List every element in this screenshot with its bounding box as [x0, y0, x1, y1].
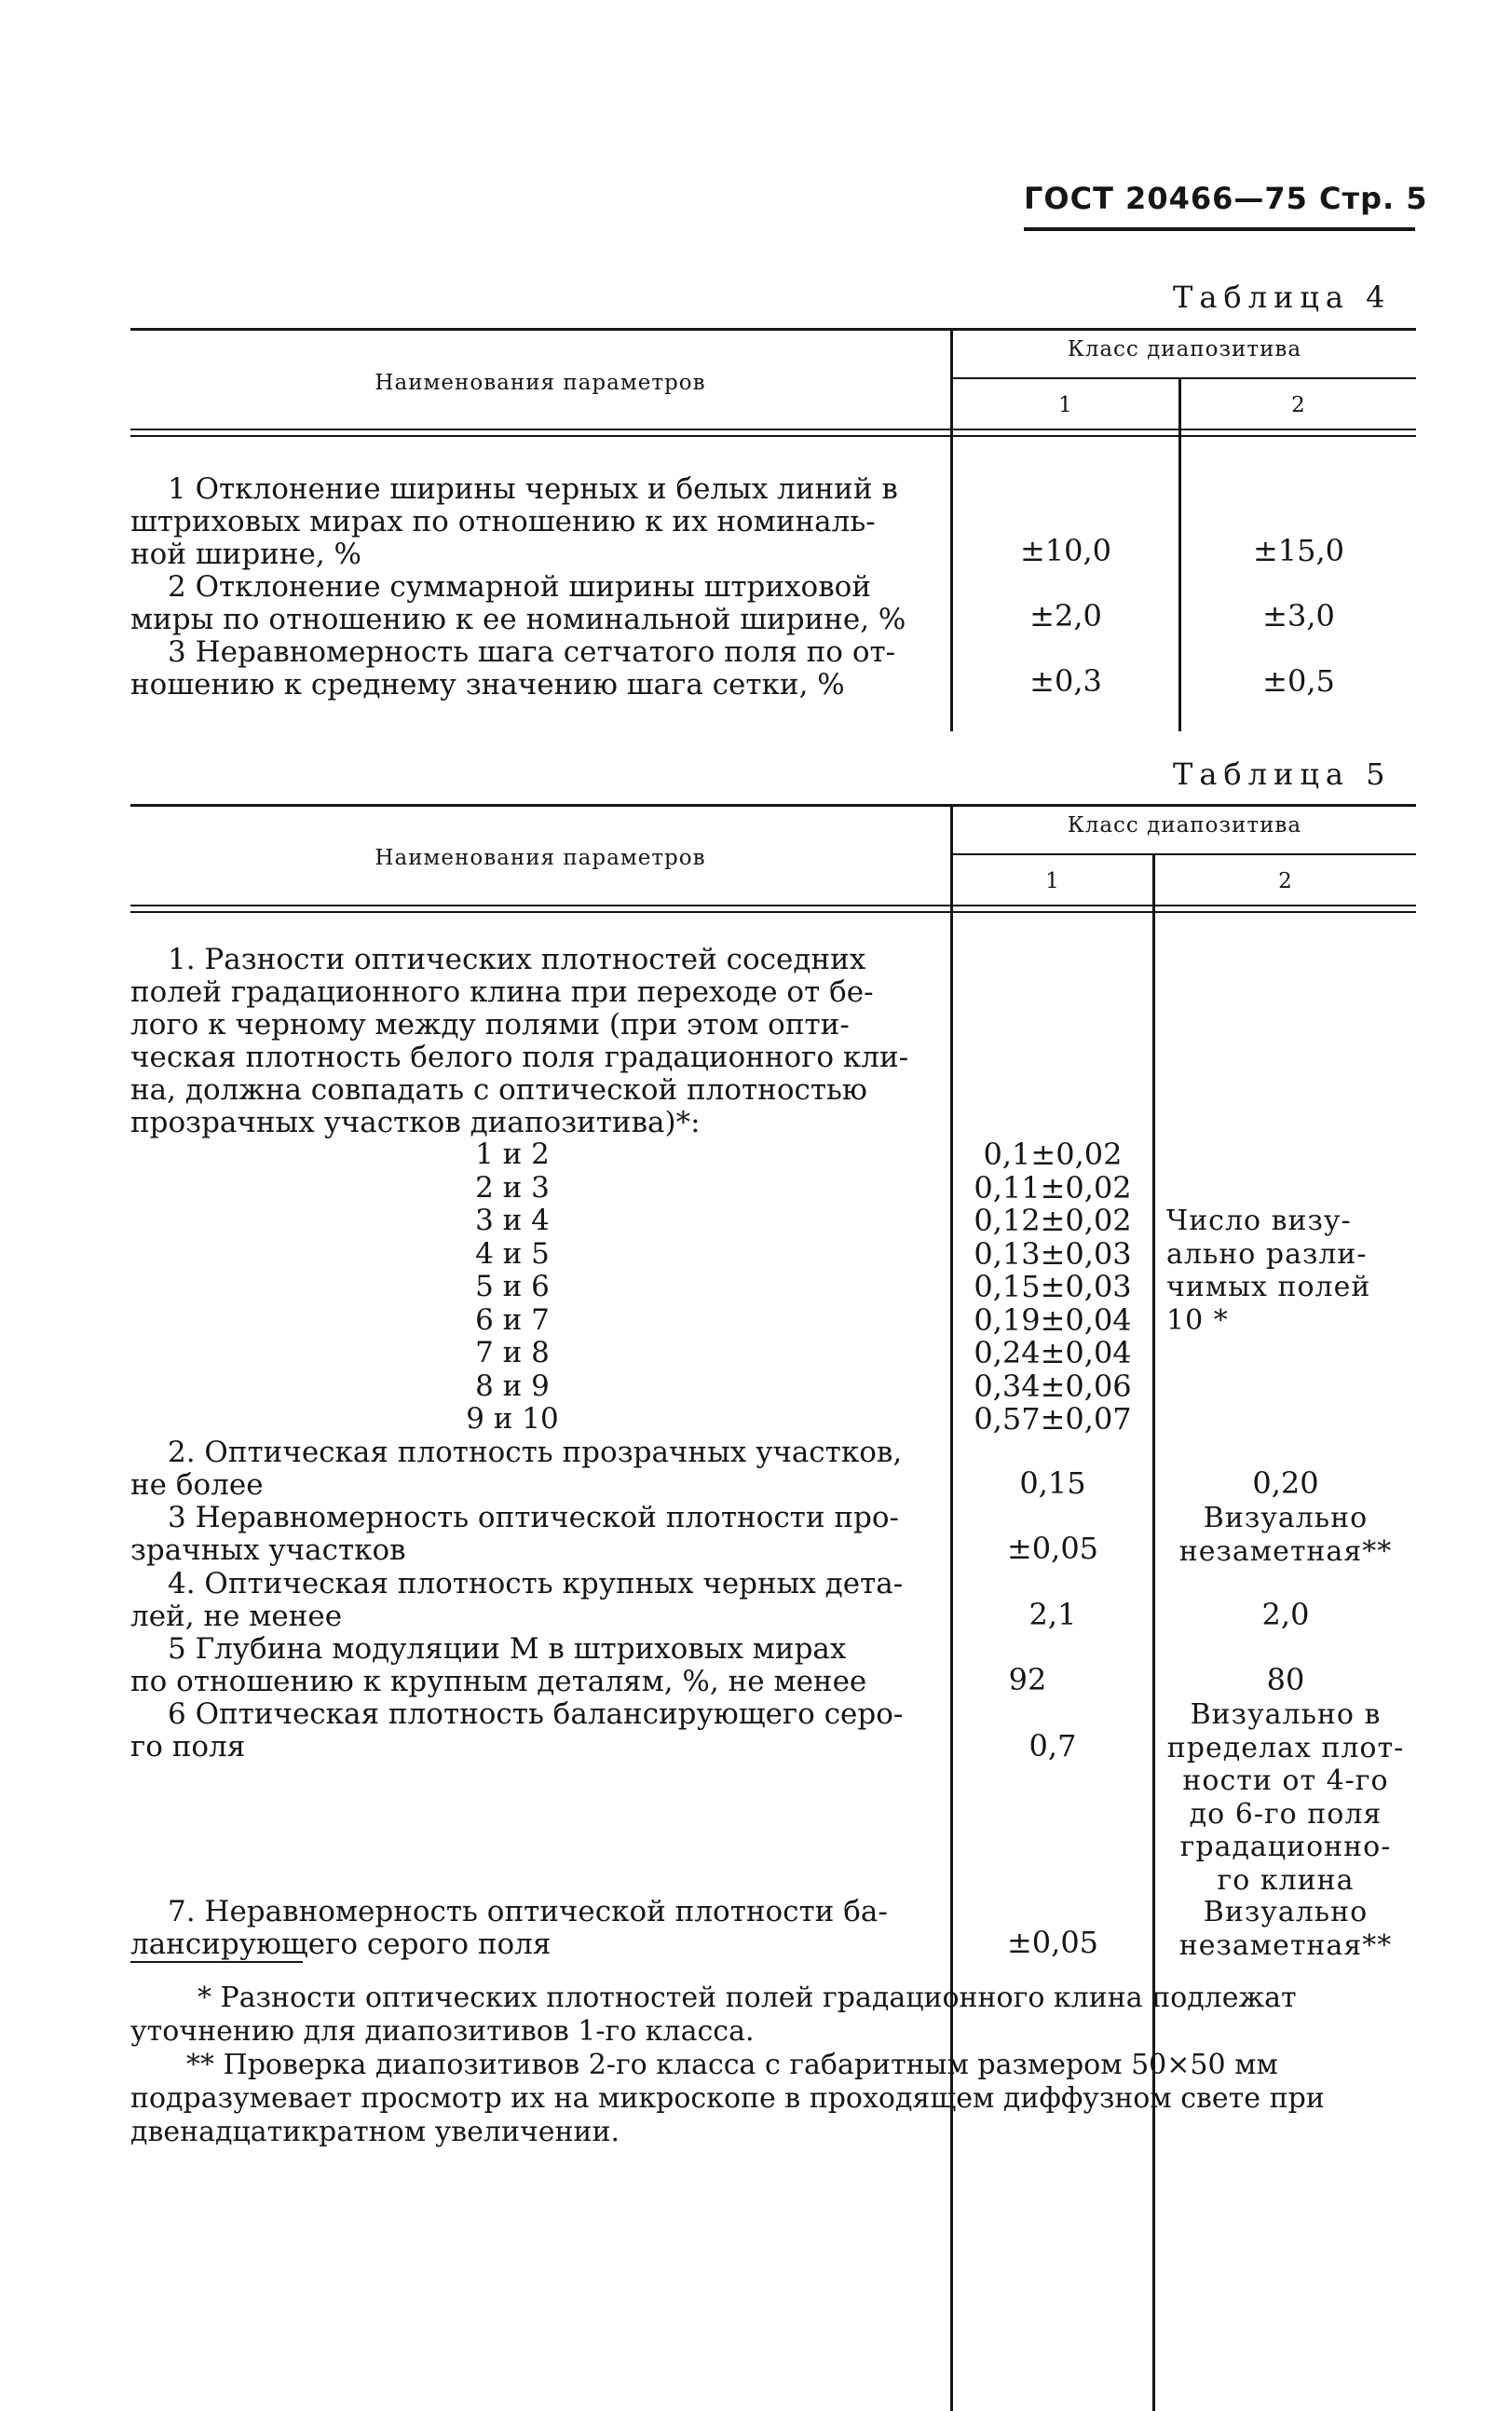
footnote-1 — [130, 1982, 1416, 2049]
table5-row-3-v2 — [1155, 1502, 1416, 1568]
footnote-1-line-1: * Разности оптических плотностей полей градационного клина подлежат — [198, 1982, 1297, 2014]
table5-row-5-v2: 80 — [1266, 1662, 1305, 1697]
table4-row-1-v2: ±15,0 — [1252, 533, 1345, 568]
table5-col-2: 2 — [1278, 869, 1293, 893]
table5-row-6-line-2: го поля — [130, 1730, 246, 1764]
table5-col-params: Наименования параметров — [375, 846, 706, 870]
table5-row-7-v1: ±0,05 — [1006, 1925, 1099, 1960]
table5-row-1 — [130, 944, 918, 1139]
table4-row-1 — [130, 473, 918, 571]
table5-row-5 — [130, 1633, 918, 1698]
table5-row-7 — [130, 1896, 918, 1961]
table5-row-1-line-2: полей градационного клина при переходе от бе- — [130, 975, 874, 1009]
table4-title: Таблица 4 — [1173, 279, 1392, 315]
pair-label: 1 и 2 — [475, 1137, 550, 1171]
table5-row-4 — [130, 1568, 918, 1633]
table5-row-1-v2-line-4: 10 * — [1166, 1303, 1229, 1337]
pair-value: 0,15±0,03 — [974, 1269, 1132, 1304]
footnote-2 — [130, 2049, 1416, 2149]
header-rule — [1024, 227, 1415, 231]
table5-row-2-v1: 0,15 — [1019, 1465, 1086, 1501]
table5-row-7-v2-line-2: незаметная** — [1178, 1928, 1393, 1962]
table5-top-rule — [130, 804, 1416, 807]
table5-header-rule-1 — [130, 905, 1416, 906]
table5-row-6-v2-line-1: Визуально в — [1190, 1698, 1382, 1731]
table5-row-2-line-1: 2. Оптическая плотность прозрачных участков, — [168, 1436, 903, 1469]
table5-row-2-line-2: не более — [130, 1468, 264, 1502]
table5-row-1-line-6: прозрачных участков диапозитива)*: — [130, 1106, 701, 1139]
pair-value: 0,19±0,04 — [974, 1301, 1132, 1338]
footnote-2-line-1: ** Проверка диапозитивов 2-го класса с габаритным размером 50×50 мм — [186, 2049, 1278, 2081]
table4-row-1-line-1: 1 Отклонение ширины черных и белых линий в — [168, 472, 898, 506]
pair-value: 0,13±0,03 — [974, 1235, 1132, 1272]
table5-header-rule-2 — [130, 911, 1416, 913]
table5-row-1-line-1: 1. Разности оптических плотностей соседних — [168, 943, 866, 976]
pair-label: 6 и 7 — [475, 1302, 550, 1337]
table4-row-3-line-1: 3 Неравномерность шага сетчатого поля по от- — [168, 635, 896, 669]
page-header: ГОСТ 20466—75 Стр. 5 — [1024, 181, 1428, 216]
pair-label: 2 и 3 — [475, 1170, 550, 1205]
table5-row-3-line-2: зрачных участков — [130, 1533, 406, 1567]
pair-value: 0,57±0,07 — [974, 1401, 1132, 1437]
table4-row-3-v1: ±0,3 — [1029, 663, 1102, 699]
pair-label: 9 и 10 — [466, 1402, 559, 1436]
table5-row-4-v2: 2,0 — [1261, 1597, 1310, 1632]
table5-row-5-line-2: по отношению к крупным деталям, %, не менее — [130, 1665, 867, 1698]
table5-vline-mid — [1152, 853, 1155, 2411]
footnote-1-line-2: уточнению для диапозитивов 1-го класса. — [130, 2015, 755, 2048]
table5-row-2 — [130, 1437, 918, 1502]
table4-row-1-line-2: штриховых мирах по отношению к их номиналь- — [130, 505, 876, 538]
table5-row-4-v1: 2,1 — [1028, 1597, 1077, 1632]
table5-row-3-v2-line-1: Визуально — [1203, 1502, 1369, 1534]
table4-col-class: Класс диапозитива — [1067, 337, 1302, 361]
table5-row-3-v2-line-2: незаметная** — [1178, 1534, 1393, 1568]
table5-row-1-v2-line-2: ально разли- — [1166, 1237, 1368, 1271]
table5-col-class: Класс диапозитива — [1067, 813, 1302, 838]
pair-value: 0,24±0,04 — [974, 1335, 1132, 1370]
table5-col-1: 1 — [1045, 869, 1060, 893]
table5-row-7-v2-line-1: Визуально — [1203, 1896, 1369, 1928]
table4-row-2-v2: ±3,0 — [1262, 598, 1335, 633]
table4-row-2-v1: ±2,0 — [1029, 598, 1102, 633]
table4-row-2 — [130, 571, 918, 636]
pair-value: 0,1±0,02 — [983, 1137, 1123, 1172]
table5-pair-values — [953, 1138, 1152, 1437]
pair-label: 4 и 5 — [475, 1236, 550, 1271]
table5-row-5-v1: 92 — [1008, 1662, 1047, 1697]
table4-row-2-line-2: миры по отношению к ее номинальной ширине, % — [130, 603, 906, 636]
table5-row-6-v2-line-2: пределах плот- — [1166, 1731, 1405, 1764]
table5-row-3-line-1: 3 Неравномерность оптической плотности про- — [168, 1501, 899, 1534]
table5-subheader-rule — [950, 853, 1416, 855]
table4-row-3-line-2: ношению к среднему значению шага сетки, % — [130, 668, 845, 702]
table5-row-1-v2 — [1166, 1205, 1413, 1337]
table4-col-1: 1 — [1058, 393, 1073, 417]
pair-value: 0,12±0,02 — [974, 1203, 1132, 1238]
table4-row-3-v2: ±0,5 — [1262, 663, 1335, 699]
footnote-rule — [130, 1961, 303, 1963]
table4-col-params: Наименования параметров — [375, 371, 706, 395]
table4-col-2: 2 — [1291, 393, 1306, 417]
table4-row-1-line-3: ной ширине, % — [130, 538, 361, 571]
table5-row-6-v1: 0,7 — [1028, 1728, 1077, 1764]
table4-row-3 — [130, 636, 918, 702]
table5-row-5-line-1: 5 Глубина модуляции M в штриховых мирах — [168, 1632, 847, 1666]
table5-title: Таблица 5 — [1173, 756, 1392, 792]
table5-row-1-line-3: лого к черному между полями (при этом опти- — [130, 1008, 850, 1042]
table5-row-6-line-1: 6 Оптическая плотность балансирующего серо- — [168, 1697, 904, 1731]
table5-pairs — [447, 1138, 578, 1437]
table4-top-rule — [130, 328, 1416, 331]
table5-row-7-line-1: 7. Неравномерность оптической плотности ба- — [168, 1895, 888, 1928]
table5-row-3 — [130, 1502, 918, 1567]
pair-label: 3 и 4 — [475, 1204, 550, 1237]
table5-row-2-v2: 0,20 — [1252, 1465, 1319, 1501]
pair-value: 0,34±0,06 — [974, 1368, 1132, 1404]
footnote-2-line-2: подразумевает просмотр их на микроскопе в проходящем диффузном свете при — [130, 2082, 1325, 2115]
table5-row-6-v2-line-3: ности от 4-го — [1182, 1764, 1389, 1797]
table5-row-7-line-2: лансирующего серого поля — [130, 1927, 552, 1961]
table5-row-7-v2 — [1155, 1896, 1416, 1962]
table5-row-6-v2-line-5: градационно- — [1179, 1831, 1392, 1863]
table4-row-1-v1: ±10,0 — [1019, 533, 1112, 568]
table4-row-2-line-1: 2 Отклонение суммарной ширины штриховой — [168, 570, 871, 604]
pair-label: 5 и 6 — [475, 1270, 550, 1303]
table5-row-1-v2-line-3: чимых полей — [1166, 1271, 1371, 1303]
table4-header-rule-1 — [130, 429, 1416, 430]
pair-label: 8 и 9 — [475, 1369, 550, 1403]
table4-subheader-rule — [950, 377, 1416, 379]
table4-header-rule-2 — [130, 435, 1416, 437]
pair-value: 0,11±0,02 — [974, 1169, 1132, 1206]
table5-row-6-v2 — [1155, 1698, 1416, 1897]
table5-row-4-line-1: 4. Оптическая плотность крупных черных дета- — [168, 1567, 904, 1601]
table5-row-1-line-5: на, должна совпадать с оптической плотностью — [130, 1073, 867, 1107]
table5-row-1-line-4: ческая плотность белого поля градационного кли- — [130, 1041, 909, 1074]
table5-row-1-v2-line-1: Число визу- — [1166, 1205, 1352, 1237]
pair-label: 7 и 8 — [475, 1336, 550, 1369]
table5-row-3-v1: ±0,05 — [1006, 1531, 1099, 1566]
table5-row-4-line-2: лей, не менее — [130, 1600, 343, 1633]
table5-row-6 — [130, 1698, 918, 1764]
footnote-2-line-3: двенадцатикратном увеличении. — [130, 2116, 620, 2148]
table5-row-6-v2-line-4: до 6-го поля — [1189, 1797, 1383, 1831]
table5-row-6-v2-line-6: го клина — [1217, 1863, 1355, 1897]
